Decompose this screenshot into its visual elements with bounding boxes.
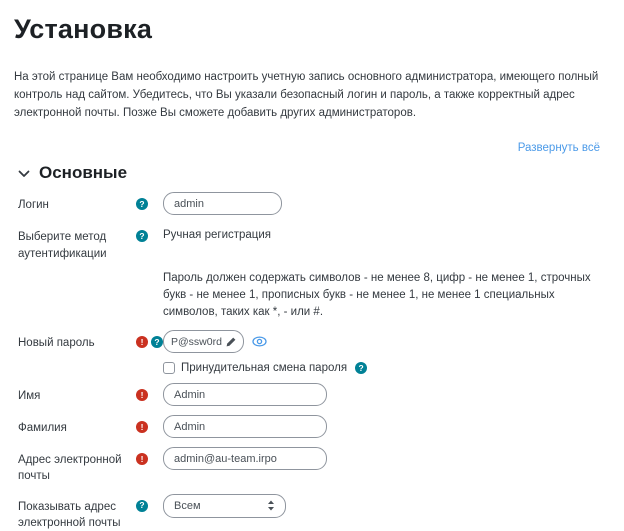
form-row-last-name: [18, 415, 600, 438]
required-icon: !: [136, 453, 148, 465]
form-row-email-display: [18, 494, 600, 531]
help-icon[interactable]: ?: [136, 500, 148, 512]
expand-all-link[interactable]: Развернуть всё: [517, 142, 600, 155]
form-row-force-password-change: [18, 359, 600, 374]
page-description: На этой странице Вам необходимо настроить учетную запись основного администратора, имеющего полный контроль над сайтом. Убедитесь, что Вы указали безопасный логин и пароль, а также корректный адрес электронной почты. Позже Вы сможете добавить других администраторов.: [14, 71, 599, 119]
help-icon[interactable]: ?: [355, 362, 367, 374]
required-icon: !: [136, 421, 148, 433]
email-display-control: [163, 494, 600, 518]
auth-method-icons: [136, 224, 163, 242]
pencil-icon: [226, 337, 236, 347]
password-hint-text: Пароль должен содержать символов - не менее 8, цифр - не менее 1, строчных букв - не менее 1, прописных букв - не менее 1, не менее 1 специальных символов, таких как *, - или #.: [163, 271, 591, 319]
last-name-control: [163, 415, 600, 438]
form-row-first-name: [18, 383, 600, 406]
unmask-password-eye-icon[interactable]: [252, 334, 267, 349]
form-row-login: [18, 192, 600, 215]
help-icon[interactable]: ?: [136, 230, 148, 242]
form-row-new-password: [18, 330, 600, 353]
page-title: Установка: [14, 14, 153, 44]
section-title: Основные: [39, 163, 128, 183]
first-name-control: [163, 383, 600, 406]
email-display-label: Показывать адрес электронной почты: [18, 500, 121, 529]
email-display-select[interactable]: [163, 494, 286, 518]
login-control: [163, 192, 600, 215]
first-name-icons: [136, 383, 163, 401]
last-name-input[interactable]: [163, 415, 327, 438]
form-row-auth-method: [18, 224, 600, 261]
new-password-label: Новый пароль: [18, 337, 95, 350]
force-password-change-checkbox[interactable]: [163, 362, 175, 374]
force-password-change-label[interactable]: Принудительная смена пароля: [181, 362, 348, 375]
help-icon[interactable]: ?: [136, 198, 148, 210]
email-control: [163, 447, 600, 470]
email-label: Адрес электронной почты: [18, 454, 122, 483]
login-label: Логин: [18, 199, 49, 212]
form-row-password-hint: [18, 268, 600, 325]
auth-method-value: Ручная регистрация: [163, 229, 272, 242]
new-password-input[interactable]: [163, 330, 244, 353]
required-icon: !: [136, 389, 148, 401]
password-hint-control: [163, 268, 600, 325]
email-input[interactable]: [163, 447, 327, 470]
auth-method-control: [163, 224, 600, 241]
form-row-email: [18, 447, 600, 484]
expand-all-container: [14, 138, 600, 156]
last-name-icons: [136, 415, 163, 433]
select-updown-arrows-icon: [267, 500, 275, 511]
force-password-change-control: [163, 359, 600, 374]
email-display-selected-option: Всем: [174, 499, 201, 512]
first-name-input[interactable]: [163, 383, 327, 406]
login-icons: [136, 192, 163, 210]
help-icon[interactable]: ?: [151, 336, 163, 348]
new-password-icons: [136, 330, 163, 348]
email-icons: [136, 447, 163, 465]
section-header-general[interactable]: [18, 163, 600, 183]
required-icon: !: [136, 336, 148, 348]
auth-method-label: Выберите метод аутентификации: [18, 231, 107, 260]
last-name-label: Фамилия: [18, 422, 67, 435]
new-password-control: [163, 330, 600, 353]
login-input[interactable]: [163, 192, 282, 215]
email-display-icons: [136, 494, 163, 512]
new-password-value: P@ssw0rd: [171, 335, 222, 348]
first-name-label: Имя: [18, 390, 41, 403]
chevron-down-icon: [18, 170, 30, 178]
